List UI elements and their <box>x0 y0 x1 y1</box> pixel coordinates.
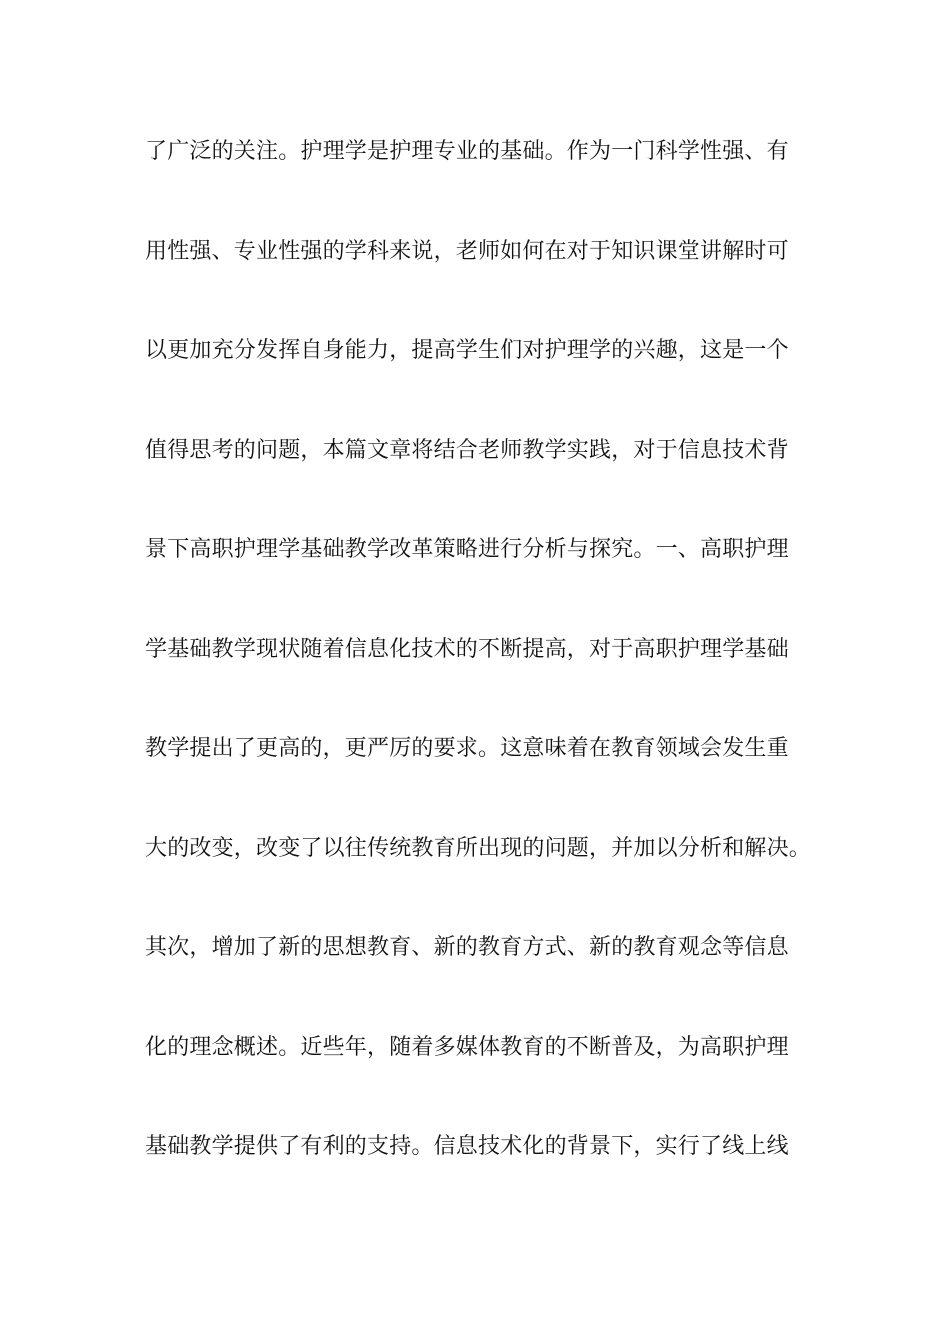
text-line: 教学提出了更高的，更严厉的要求。这意味着在教育领域会发生重 <box>145 736 789 761</box>
text-line: 以更加充分发挥自身能力，提高学生们对护理学的兴趣，这是一个 <box>145 338 789 363</box>
text-line: 景下高职护理学基础教学改革策略进行分析与探究。一、高职护理 <box>145 537 789 562</box>
text-line: 用性强、专业性强的学科来说，老师如何在对于知识课堂讲解时可 <box>145 238 789 264</box>
text-line: 值得思考的问题，本篇文章将结合老师教学实践，对于信息技术背 <box>145 437 789 463</box>
body-text <box>145 130 825 1225</box>
text-line: 其次，增加了新的思想教育、新的教育方式、新的教育观念等信息 <box>145 935 789 960</box>
text-line: 大的改变，改变了以往传统教育所出现的问题，并加以分析和解决。 <box>145 835 812 861</box>
text-line: 化的理念概述。近些年，随着多媒体教育的不断普及，为高职护理 <box>145 1034 789 1060</box>
text-line: 基础教学提供了有利的支持。信息技术化的背景下，实行了线上线 <box>145 1134 789 1159</box>
text-line: 了广泛的关注。护理学是护理专业的基础。作为一门科学性强、有 <box>145 139 789 164</box>
text-line: 学基础教学现状随着信息化技术的不断提高，对于高职护理学基础 <box>145 636 789 662</box>
